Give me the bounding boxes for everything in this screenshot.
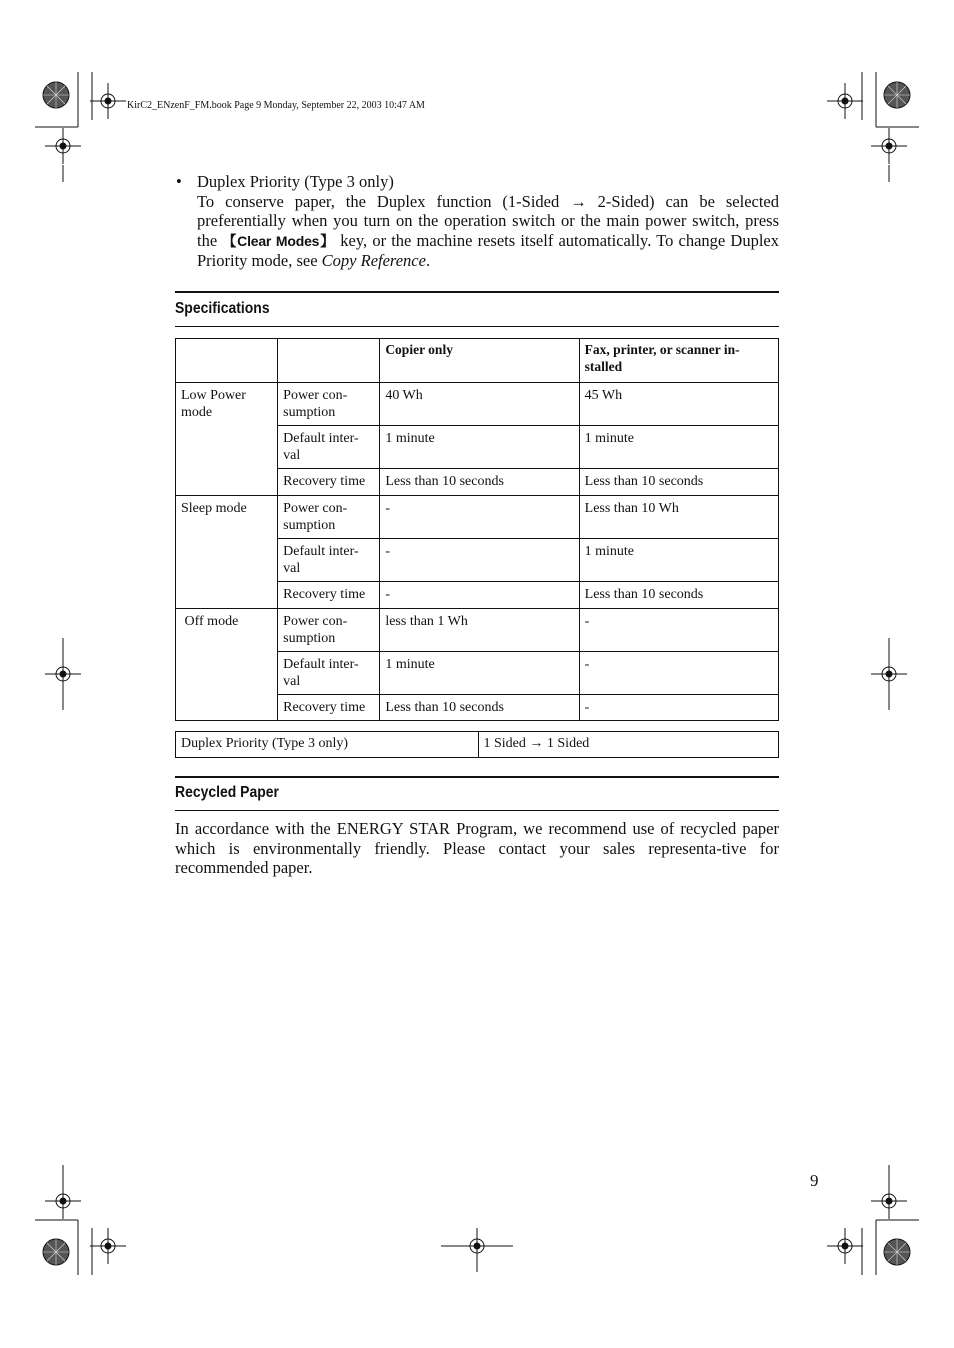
bullet-text-1: To conserve paper, the Duplex function (1-Sided → 2-Sided) can be selected preferentially when you turn on the operation switch or the main power switch, press the: [197, 191, 779, 250]
bullet-body: [176, 192, 779, 271]
mode-cell: Sleep mode: [176, 496, 278, 609]
bullet-text-end: .: [425, 251, 431, 270]
copy-reference-link: Copy Reference: [321, 251, 426, 270]
bullet-title: Duplex Priority (Type 3 only): [197, 172, 394, 191]
duplex-label-cell: Duplex Priority (Type 3 only): [176, 732, 479, 758]
value-cell: -: [579, 695, 778, 721]
value-cell: Less than 10 seconds: [380, 695, 579, 721]
value-cell: 1 minute: [380, 652, 579, 695]
recycled-paper-text: In accordance with the ENERGY STAR Program, we recommend use of recycled paper which is environmentally friendly. Please contact your sales representa-tive for recommended paper.: [175, 819, 779, 877]
specifications-table: [175, 338, 779, 721]
value-cell: Less than 10 seconds: [579, 582, 778, 609]
item-cell: Recovery time: [278, 469, 380, 496]
header-cell: Copier only: [380, 339, 579, 383]
table-row: [176, 496, 779, 539]
value-cell: less than 1 Wh: [380, 609, 579, 652]
value-cell: Less than 10 Wh: [579, 496, 778, 539]
header-cell: Fax, printer, or scanner in-stalled: [579, 339, 778, 383]
item-cell: Default inter-val: [278, 652, 380, 695]
item-cell: Default inter-val: [278, 539, 380, 582]
header-cell: [176, 339, 278, 383]
duplex-priority-bullet: [176, 172, 779, 271]
duplex-value-cell: 1 Sided → 1 Sided: [478, 732, 779, 758]
duplex-priority-table: [175, 731, 779, 758]
value-cell: -: [380, 582, 579, 609]
value-cell: -: [380, 539, 579, 582]
value-cell: 1 minute: [380, 426, 579, 469]
section-title: Recycled Paper: [175, 784, 279, 801]
bullet-text-2: key, or the machine resets itself automatically. To change Duplex Priority mode, see: [197, 230, 779, 270]
mode-cell: Off mode: [176, 609, 278, 721]
value-cell: -: [579, 652, 778, 695]
value-cell: 1 minute: [579, 539, 778, 582]
table-header-row: [176, 339, 779, 383]
value-cell: -: [579, 609, 778, 652]
specifications-heading: [175, 291, 779, 327]
table-row: [176, 383, 779, 426]
value-cell: Less than 10 seconds: [380, 469, 579, 496]
section-title: Specifications: [175, 300, 270, 317]
item-cell: Recovery time: [278, 582, 380, 609]
value-cell: -: [380, 496, 579, 539]
page-number: 9: [810, 1171, 819, 1190]
item-cell: Recovery time: [278, 695, 380, 721]
header-cell: [278, 339, 380, 383]
file-info-header: KirC2_ENzenF_FM.book Page 9 Monday, September 22, 2003 10:47 AM: [127, 100, 425, 111]
item-cell: Default inter-val: [278, 426, 380, 469]
table-row: [176, 609, 779, 652]
value-cell: 1 minute: [579, 426, 778, 469]
item-cell: Power con-sumption: [278, 496, 380, 539]
table-row: [176, 732, 779, 758]
bullet-icon: •: [176, 172, 182, 191]
value-cell: 40 Wh: [380, 383, 579, 426]
mode-cell: Low Power mode: [176, 383, 278, 496]
clear-modes-key: 【Clear Modes】: [222, 232, 336, 249]
value-cell: 45 Wh: [579, 383, 778, 426]
item-cell: Power con-sumption: [278, 383, 380, 426]
recycled-paper-heading: [175, 776, 779, 811]
item-cell: Power con-sumption: [278, 609, 380, 652]
value-cell: Less than 10 seconds: [579, 469, 778, 496]
